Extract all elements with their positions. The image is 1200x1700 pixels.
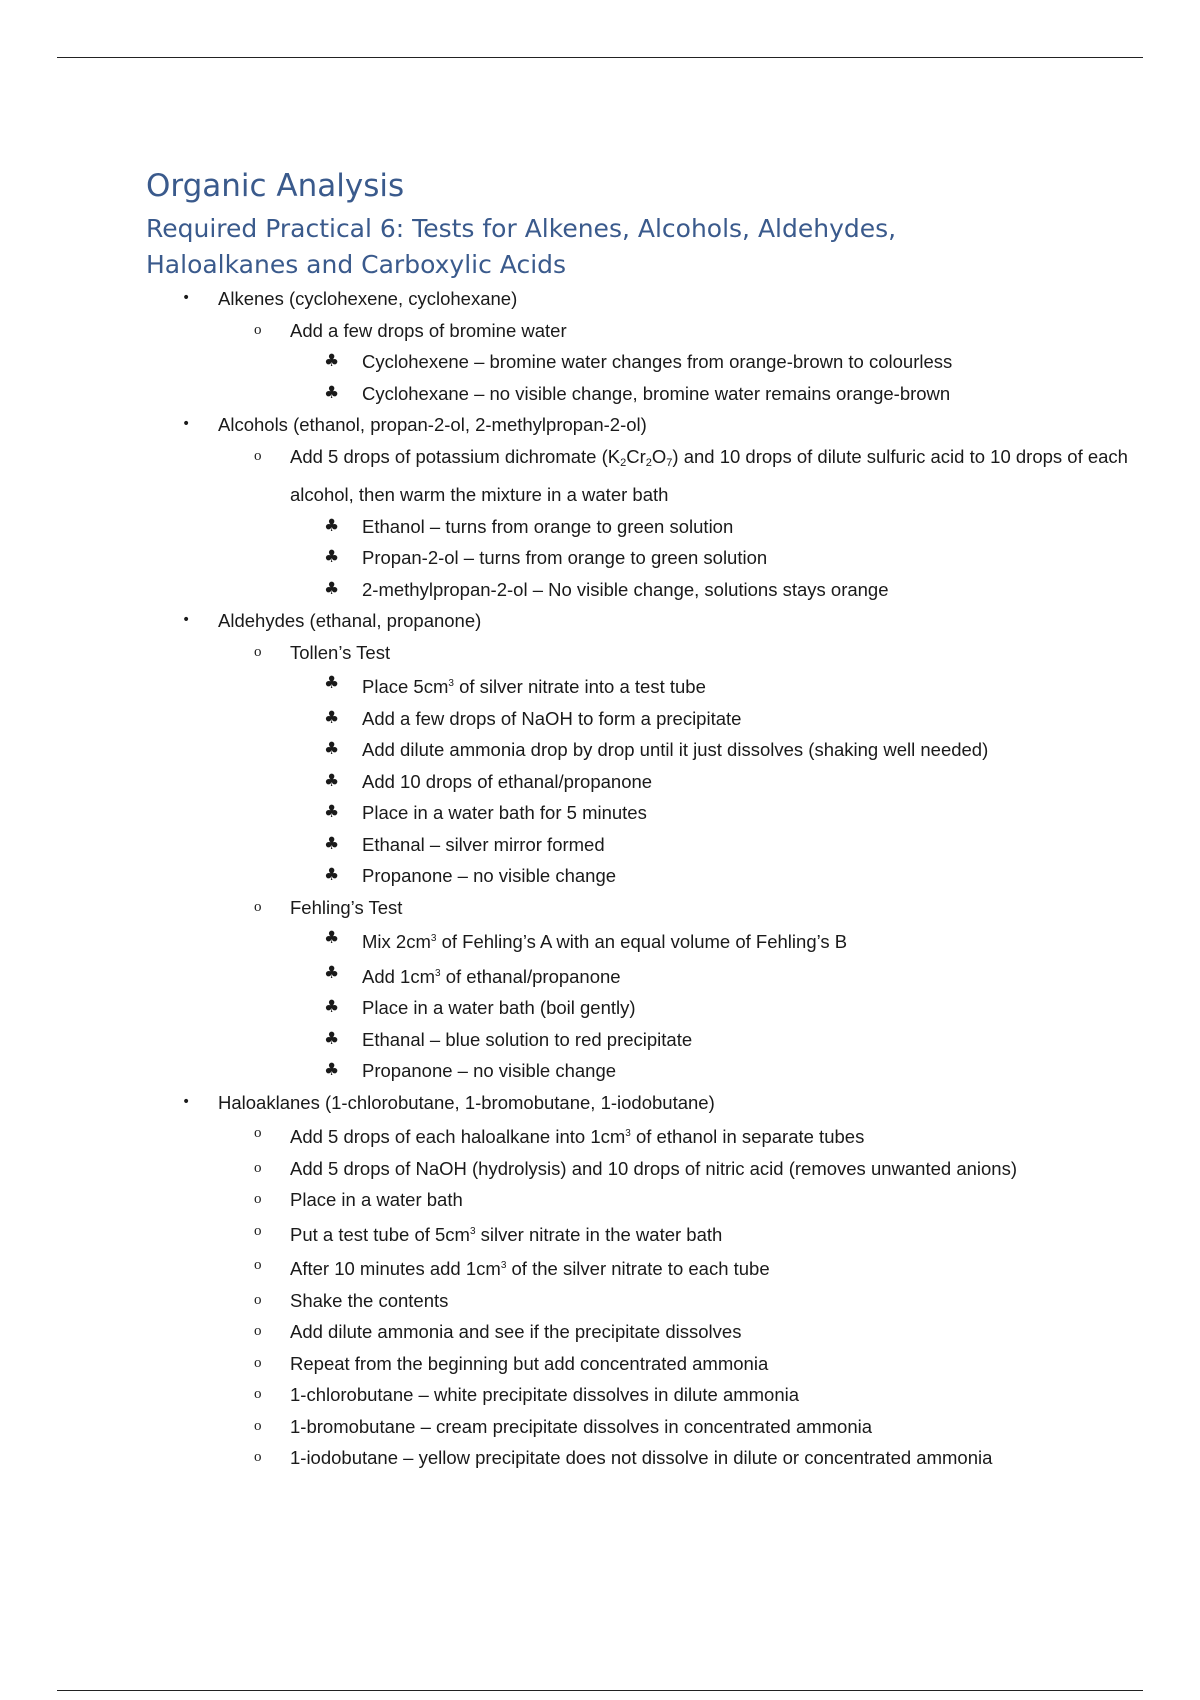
detail-item bbox=[290, 1024, 1146, 1056]
club-bullet-icon: ♣ bbox=[324, 578, 340, 599]
detail-list bbox=[218, 668, 1146, 892]
text-run: O bbox=[651, 445, 667, 467]
superscript: 3 bbox=[430, 933, 437, 944]
section-item bbox=[146, 409, 1146, 605]
detail-item bbox=[290, 860, 1146, 892]
step-text: Place in a water bath bbox=[290, 1189, 463, 1210]
club-bullet-icon: ♣ bbox=[324, 707, 340, 728]
detail-list bbox=[218, 923, 1146, 1087]
footer-rule bbox=[57, 1690, 1143, 1691]
text-run: silver nitrate in the water bath bbox=[475, 1223, 723, 1245]
text-run: Put a test tube of 5cm bbox=[290, 1223, 470, 1245]
bullet-icon: • bbox=[182, 416, 191, 432]
detail-item bbox=[290, 797, 1146, 829]
club-bullet-icon: ♣ bbox=[324, 770, 340, 791]
circle-bullet-icon: o bbox=[254, 1222, 262, 1239]
circle-bullet-icon: o bbox=[254, 1417, 262, 1434]
step-item bbox=[218, 1442, 1146, 1474]
step-item bbox=[218, 1153, 1146, 1185]
detail-text: Place in a water bath for 5 minutes bbox=[362, 802, 647, 823]
circle-bullet-icon: o bbox=[254, 1291, 262, 1308]
detail-item bbox=[290, 378, 1146, 410]
step-text bbox=[290, 446, 1128, 506]
text-run: ) and 10 drops of dilute sulfuric acid to 10 drops of each alcohol, then warm the mixture in a water bath bbox=[290, 445, 1128, 505]
step-item bbox=[218, 1411, 1146, 1443]
detail-item bbox=[290, 766, 1146, 798]
step-text: Tollen’s Test bbox=[290, 641, 391, 663]
bullet-icon: • bbox=[182, 290, 191, 306]
step-text: 1-bromobutane – cream precipitate dissolves in concentrated ammonia bbox=[290, 1415, 873, 1437]
circle-bullet-icon: o bbox=[254, 1386, 262, 1402]
club-bullet-icon: ♣ bbox=[324, 739, 340, 759]
subscript: 2 bbox=[645, 456, 652, 469]
section-label: Haloaklanes (1-chlorobutane, 1-bromobutane, 1-iodobutane) bbox=[218, 1091, 715, 1113]
club-bullet-icon: ♣ bbox=[324, 802, 340, 822]
text-run: of the silver nitrate to each tube bbox=[506, 1258, 770, 1279]
detail-text: Place in a water bath (boil gently) bbox=[362, 997, 636, 1018]
circle-bullet-icon: o bbox=[254, 898, 262, 915]
step-text: Add 5 drops of NaOH (hydrolysis) and 10 drops of nitric acid (removes unwanted anions) bbox=[290, 1157, 1017, 1179]
section-item bbox=[146, 283, 1146, 409]
step-text bbox=[290, 1224, 722, 1245]
step-item bbox=[218, 1250, 1146, 1285]
club-bullet-icon: ♣ bbox=[324, 833, 340, 854]
superscript: 3 bbox=[435, 967, 441, 979]
step-item bbox=[218, 1348, 1146, 1380]
detail-item bbox=[290, 542, 1146, 574]
step-text: Add dilute ammonia and see if the precipitate dissolves bbox=[290, 1321, 742, 1342]
text-run: Add 5 drops of each haloalkane into 1cm bbox=[290, 1126, 626, 1147]
detail-text: 2-methylpropan-2-ol – No visible change, solutions stays orange bbox=[362, 578, 889, 600]
detail-item bbox=[290, 511, 1146, 543]
text-run: Mix 2cm bbox=[362, 931, 431, 952]
step-item bbox=[218, 637, 1146, 892]
step-item bbox=[218, 441, 1146, 606]
detail-text: Cyclohexane – no visible change, bromine water remains orange-brown bbox=[362, 382, 951, 404]
step-text: Repeat from the beginning but add concentrated ammonia bbox=[290, 1352, 769, 1374]
detail-text: Add dilute ammonia drop by drop until it just dissolves (shaking well needed) bbox=[362, 739, 989, 760]
club-bullet-icon: ♣ bbox=[324, 515, 340, 536]
detail-item bbox=[290, 1055, 1146, 1087]
step-item bbox=[218, 1216, 1146, 1251]
text-run: Place 5cm bbox=[362, 676, 449, 697]
superscript: 3 bbox=[448, 678, 454, 689]
detail-item bbox=[290, 703, 1146, 735]
text-run: of silver nitrate into a test tube bbox=[453, 676, 706, 697]
detail-text: Propan-2-ol – turns from orange to green solution bbox=[362, 547, 768, 568]
club-bullet-icon: ♣ bbox=[324, 928, 340, 948]
detail-text bbox=[362, 966, 621, 987]
superscript: 3 bbox=[500, 1260, 507, 1271]
detail-list bbox=[218, 346, 1146, 409]
detail-text: Ethanol – turns from orange to green solution bbox=[362, 515, 734, 537]
club-bullet-icon: ♣ bbox=[324, 1060, 340, 1080]
text-run: of ethanal/propanone bbox=[440, 965, 621, 987]
circle-bullet-icon: o bbox=[254, 643, 262, 660]
text-run: Add 5 drops of potassium dichromate (K bbox=[290, 445, 621, 467]
detail-text: Cyclohexene – bromine water changes from orange-brown to colourless bbox=[362, 351, 953, 372]
document-body bbox=[146, 165, 1146, 1474]
detail-item bbox=[290, 574, 1146, 606]
section-label: Alkenes (cyclohexene, cyclohexane) bbox=[218, 288, 518, 309]
detail-text: Propanone – no visible change bbox=[362, 1060, 617, 1081]
circle-bullet-icon: o bbox=[254, 1323, 262, 1339]
step-list bbox=[146, 1118, 1146, 1474]
detail-item bbox=[290, 668, 1146, 703]
detail-text bbox=[362, 676, 706, 697]
step-item bbox=[218, 892, 1146, 1087]
club-bullet-icon: ♣ bbox=[324, 382, 340, 403]
detail-text: Add a few drops of NaOH to form a precipitate bbox=[362, 707, 742, 729]
bullet-icon: • bbox=[182, 612, 191, 628]
text-run: of Fehling’s A with an equal volume of Fehling’s B bbox=[436, 931, 848, 952]
step-text bbox=[290, 1258, 770, 1279]
club-bullet-icon: ♣ bbox=[324, 547, 340, 567]
detail-item bbox=[290, 992, 1146, 1024]
step-text: Add a few drops of bromine water bbox=[290, 319, 567, 341]
circle-bullet-icon: o bbox=[254, 1159, 262, 1176]
document-title: Organic Analysis bbox=[146, 168, 405, 204]
step-text bbox=[290, 1126, 864, 1147]
detail-item bbox=[290, 923, 1146, 958]
club-bullet-icon: ♣ bbox=[324, 865, 340, 885]
superscript: 3 bbox=[469, 1225, 476, 1237]
text-run: After 10 minutes add 1cm bbox=[290, 1258, 501, 1279]
step-item bbox=[218, 1118, 1146, 1153]
club-bullet-icon: ♣ bbox=[324, 997, 340, 1017]
step-item bbox=[218, 1316, 1146, 1348]
bullet-icon: • bbox=[182, 1093, 191, 1110]
circle-bullet-icon: o bbox=[254, 1191, 262, 1207]
step-list bbox=[146, 315, 1146, 410]
detail-text bbox=[362, 931, 847, 952]
step-list bbox=[146, 637, 1146, 1087]
circle-bullet-icon: o bbox=[254, 1449, 262, 1465]
circle-bullet-icon: o bbox=[254, 1354, 262, 1371]
step-item bbox=[218, 1285, 1146, 1317]
detail-item bbox=[290, 958, 1146, 993]
section-label: Alcohols (ethanol, propan-2-ol, 2-methylpropan-2-ol) bbox=[218, 414, 647, 435]
detail-text: Propanone – no visible change bbox=[362, 865, 617, 886]
club-bullet-icon: ♣ bbox=[324, 351, 340, 371]
detail-list bbox=[218, 511, 1146, 606]
section-list bbox=[146, 283, 1146, 1474]
detail-item bbox=[290, 346, 1146, 378]
circle-bullet-icon: o bbox=[254, 321, 262, 338]
circle-bullet-icon: o bbox=[254, 1257, 262, 1273]
club-bullet-icon: ♣ bbox=[324, 1028, 340, 1049]
detail-text: Ethanal – blue solution to red precipitate bbox=[362, 1028, 693, 1050]
circle-bullet-icon: o bbox=[254, 1125, 262, 1141]
subscript: 7 bbox=[666, 456, 673, 469]
club-bullet-icon: ♣ bbox=[324, 673, 340, 693]
club-bullet-icon: ♣ bbox=[324, 962, 340, 983]
step-item bbox=[218, 1184, 1146, 1216]
text-run: Add 1cm bbox=[362, 965, 436, 987]
text-run: of ethanol in separate tubes bbox=[630, 1126, 865, 1147]
detail-text: Ethanal – silver mirror formed bbox=[362, 833, 605, 855]
step-text: Fehling’s Test bbox=[290, 896, 403, 918]
step-text: 1-iodobutane – yellow precipitate does not dissolve in dilute or concentrated ammonia bbox=[290, 1447, 993, 1468]
detail-item bbox=[290, 734, 1146, 766]
step-text: 1-chlorobutane – white precipitate dissolves in dilute ammonia bbox=[290, 1384, 800, 1405]
superscript: 3 bbox=[625, 1128, 631, 1139]
detail-item bbox=[290, 829, 1146, 861]
detail-text: Add 10 drops of ethanal/propanone bbox=[362, 770, 653, 792]
circle-bullet-icon: o bbox=[254, 447, 262, 464]
subscript: 2 bbox=[620, 456, 627, 469]
document-subtitle: Required Practical 6: Tests for Alkenes, Alcohols, Aldehydes, Haloalkanes and Carboxylic Acids bbox=[146, 214, 897, 279]
section-item bbox=[146, 605, 1146, 1087]
step-list bbox=[146, 441, 1146, 606]
step-item bbox=[218, 315, 1146, 410]
step-text: Shake the contents bbox=[290, 1289, 449, 1311]
step-item bbox=[218, 1379, 1146, 1411]
header-rule bbox=[57, 57, 1143, 58]
section-label: Aldehydes (ethanal, propanone) bbox=[218, 610, 482, 631]
text-run: Cr bbox=[626, 445, 646, 467]
section-item bbox=[146, 1087, 1146, 1474]
